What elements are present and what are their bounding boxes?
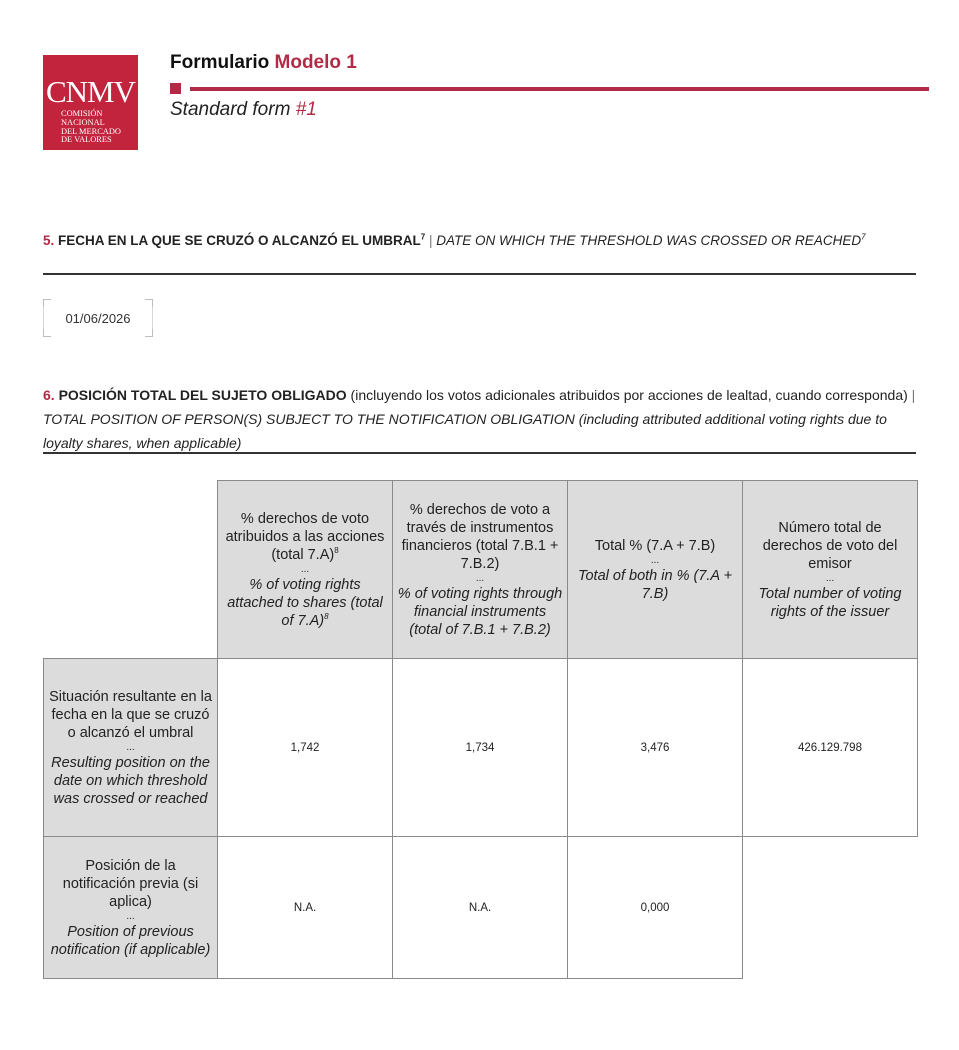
logo-sub-line: NACIONAL [61,117,105,127]
row-header-en: Resulting position on the date on which threshold was crossed or reached [51,754,210,807]
column-header [218,481,393,659]
threshold-date-value: 01/06/2026 [65,310,131,326]
value-cell[interactable]: 0,000 [568,837,743,979]
form-title-prefix: Formulario [170,52,270,73]
section-5-title-en: DATE ON WHICH THE THRESHOLD WAS CROSSED OR REACHED [436,233,862,248]
column-header-es: Número total de derechos de voto del emisor [762,519,898,572]
column-header [743,481,918,659]
footnote-ref: 7 [861,232,866,242]
row-header [44,659,218,837]
value-cell[interactable]: N.A. [393,837,568,979]
value-cell[interactable]: 3,476 [568,659,743,837]
column-header-en: % of voting rights attached to shares (total of 7.A) [227,576,383,629]
table-header-row [44,481,918,659]
field-corner [145,299,153,307]
section-6-rule [43,452,916,454]
value-cell[interactable]: 1,734 [393,659,568,837]
column-header-en: Total of both in % (7.A + 7.B) [577,567,733,602]
row-header-dots: ... [126,910,135,922]
field-corner [43,299,51,307]
table-row [44,659,918,837]
table-corner-cell [44,481,218,659]
logo-sub-line: COMISIÓN [61,109,103,118]
value-cell[interactable]: N.A. [218,837,393,979]
column-header-dots: ... [650,554,660,566]
section-6-number: 6. [43,387,55,403]
section-6-title-es-detail: (incluyendo los votos adicionales atribuidos por acciones de lealtad, cuando corresponda) [350,387,908,403]
column-header-dots: ... [300,563,310,575]
table-row [44,837,918,979]
section-5-title-es: FECHA EN LA QUE SE CRUZÓ O ALCANZÓ EL UMBRAL [58,233,421,248]
header-accent-rule [190,87,929,91]
column-header-en: % of voting rights through financial instruments (total of 7.B.1 + 7.B.2) [397,585,563,638]
section-5-heading [43,229,916,252]
total-position-table [43,480,918,979]
section-6-separator: | [911,387,916,403]
cnmv-logo [43,55,138,150]
value-cell[interactable]: 1,742 [218,659,393,837]
column-header [393,481,568,659]
form-subtitle-prefix: Standard form [170,99,291,120]
logo-subtitle [61,110,136,145]
threshold-date-field[interactable] [43,299,153,337]
row-header [44,837,218,979]
logo-main-text: CNMV [45,74,135,109]
row-header-en: Position of previous notification (if applicable) [50,923,211,958]
column-header-en: Total number of voting rights of the issuer [758,585,902,620]
empty-cell [743,837,918,979]
section-5-number: 5. [43,233,55,248]
footnote-ref: 8 [334,545,339,555]
column-header-dots: ... [475,572,485,584]
value-cell[interactable]: 426.129.798 [743,659,918,837]
column-header-es: Total % (7.A + 7.B) [594,537,716,554]
field-corner [43,329,51,337]
header-accent-square [170,83,181,94]
footnote-ref: 7 [420,232,426,242]
form-title [170,52,357,74]
column-header-es: % derechos de voto atribuidos a las acciones (total 7.A) [225,510,385,563]
section-5-separator: | [429,233,433,248]
footnote-ref: 8 [324,611,329,621]
row-header-dots: ... [126,741,135,753]
section-6-title-en: TOTAL POSITION OF PERSON(S) SUBJECT TO THE NOTIFICATION OBLIGATION (including attributed additional voting rights due to loyalty shares, when applicable) [43,411,887,451]
column-header-es: % derechos de voto a través de instrumentos financieros (total 7.B.1 + 7.B.2) [401,501,559,572]
section-6-title-es: POSICIÓN TOTAL DEL SUJETO OBLIGADO [58,387,347,403]
logo-sub-line: DE VALORES [61,135,112,145]
section-6-heading [43,383,916,455]
column-header [568,481,743,659]
logo-sub-line: DEL MERCADO [61,126,121,136]
form-subtitle [170,99,317,121]
row-header-es: Posición de la notificación previa (si aplica) [62,857,199,910]
section-5-rule [43,273,916,275]
column-header-dots: ... [825,572,835,584]
field-corner [145,329,153,337]
form-subtitle-accent: #1 [295,99,317,120]
form-title-accent: Modelo 1 [274,52,357,73]
row-header-es: Situación resultante en la fecha en la que se cruzó o alcanzó el umbral [49,688,212,741]
